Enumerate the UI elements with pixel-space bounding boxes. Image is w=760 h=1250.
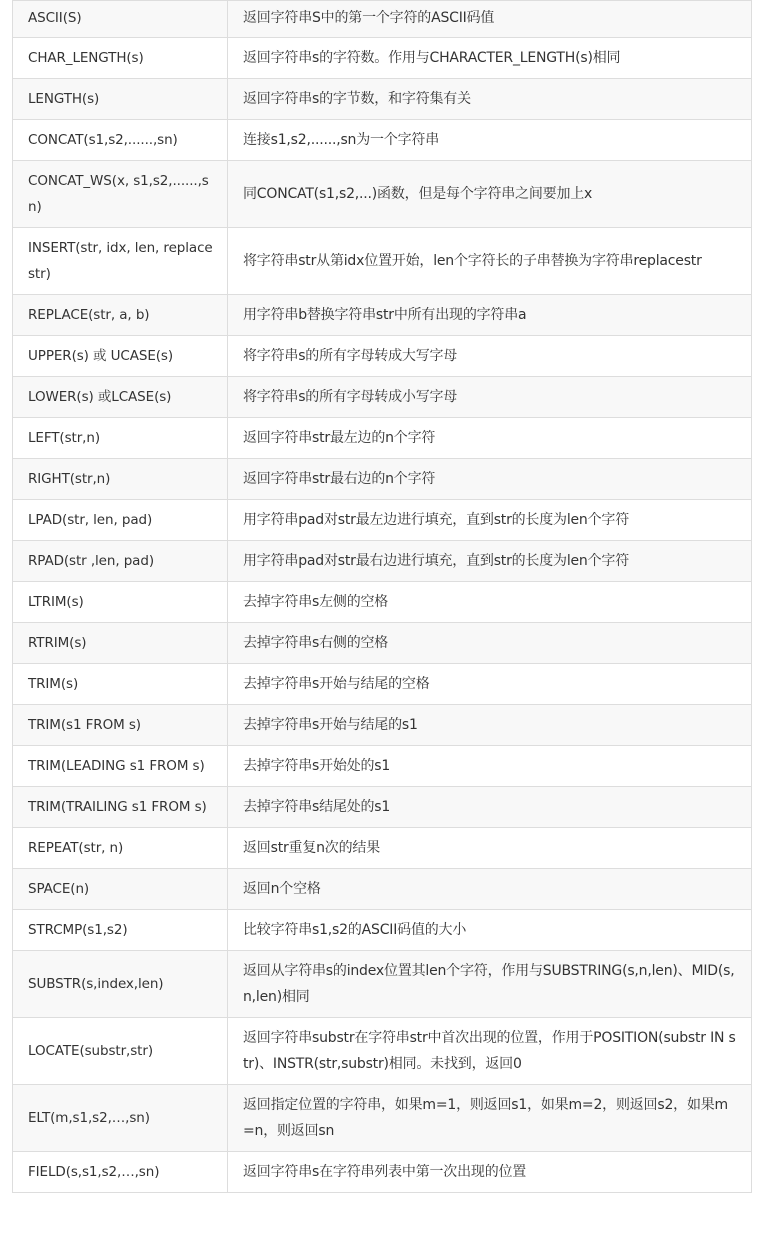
- description-cell: 将字符串s的所有字母转成小写字母: [228, 377, 752, 418]
- description-cell: 去掉字符串s开始处的s1: [228, 746, 752, 787]
- function-cell: UPPER(s) 或 UCASE(s): [13, 336, 228, 377]
- function-cell: REPEAT(str, n): [13, 828, 228, 869]
- table-row: [13, 459, 752, 500]
- description-cell: 返回str重复n次的结果: [228, 828, 752, 869]
- function-cell: LTRIM(s): [13, 582, 228, 623]
- description-cell: 返回从字符串s的index位置其len个字符，作用与SUBSTRING(s,n,len)、MID(s,n,len)相同: [228, 951, 752, 1018]
- description-cell: 返回字符串s的字节数，和字符集有关: [228, 79, 752, 120]
- description-cell: 返回字符串str最右边的n个字符: [228, 459, 752, 500]
- table-row: [13, 38, 752, 79]
- function-cell: STRCMP(s1,s2): [13, 910, 228, 951]
- table-row: [13, 161, 752, 228]
- description-cell: 将字符串s的所有字母转成大写字母: [228, 336, 752, 377]
- table-row: [13, 787, 752, 828]
- function-cell: REPLACE(str, a, b): [13, 295, 228, 336]
- function-cell: TRIM(LEADING s1 FROM s): [13, 746, 228, 787]
- description-cell: 用字符串b替换字符串str中所有出现的字符串a: [228, 295, 752, 336]
- function-cell: LOWER(s) 或LCASE(s): [13, 377, 228, 418]
- function-cell: TRIM(s1 FROM s): [13, 705, 228, 746]
- description-cell: 返回指定位置的字符串，如果m=1，则返回s1，如果m=2，则返回s2，如果m=n，则返回sn: [228, 1085, 752, 1152]
- table-row: [13, 1152, 752, 1193]
- table-row: [13, 79, 752, 120]
- function-cell: CONCAT_WS(x, s1,s2,......,sn): [13, 161, 228, 228]
- description-cell: 用字符串pad对str最右边进行填充，直到str的长度为len个字符: [228, 541, 752, 582]
- table-row: [13, 869, 752, 910]
- function-cell: LEFT(str,n): [13, 418, 228, 459]
- function-cell: TRIM(TRAILING s1 FROM s): [13, 787, 228, 828]
- description-cell: 返回字符串substr在字符串str中首次出现的位置，作用于POSITION(substr IN str)、INSTR(str,substr)相同。未找到，返回0: [228, 1018, 752, 1085]
- table-row: [13, 705, 752, 746]
- table-row: [13, 1085, 752, 1152]
- description-cell: 去掉字符串s结尾处的s1: [228, 787, 752, 828]
- table-row: [13, 377, 752, 418]
- description-cell: 返回字符串s在字符串列表中第一次出现的位置: [228, 1152, 752, 1193]
- table-row: [13, 828, 752, 869]
- table-body: [13, 1, 752, 1193]
- function-cell: CHAR_LENGTH(s): [13, 38, 228, 79]
- table-row: [13, 418, 752, 459]
- function-cell: INSERT(str, idx, len, replacestr): [13, 228, 228, 295]
- function-cell: LOCATE(substr,str): [13, 1018, 228, 1085]
- function-cell: LPAD(str, len, pad): [13, 500, 228, 541]
- table-row: [13, 664, 752, 705]
- function-cell: SUBSTR(s,index,len): [13, 951, 228, 1018]
- function-cell: RPAD(str ,len, pad): [13, 541, 228, 582]
- table-row: [13, 746, 752, 787]
- function-cell: RIGHT(str,n): [13, 459, 228, 500]
- function-cell: SPACE(n): [13, 869, 228, 910]
- function-cell: LENGTH(s): [13, 79, 228, 120]
- function-cell: CONCAT(s1,s2,......,sn): [13, 120, 228, 161]
- function-cell: RTRIM(s): [13, 623, 228, 664]
- table-row: [13, 1, 752, 38]
- description-cell: 连接s1,s2,......,sn为一个字符串: [228, 120, 752, 161]
- table-row: [13, 228, 752, 295]
- function-cell: ELT(m,s1,s2,…,sn): [13, 1085, 228, 1152]
- table-row: [13, 910, 752, 951]
- description-cell: 返回字符串str最左边的n个字符: [228, 418, 752, 459]
- description-cell: 去掉字符串s开始与结尾的空格: [228, 664, 752, 705]
- table-row: [13, 120, 752, 161]
- table-row: [13, 295, 752, 336]
- table-row: [13, 623, 752, 664]
- description-cell: 返回n个空格: [228, 869, 752, 910]
- table-row: [13, 500, 752, 541]
- description-cell: 比较字符串s1,s2的ASCII码值的大小: [228, 910, 752, 951]
- table-row: [13, 336, 752, 377]
- function-cell: ASCII(S): [13, 1, 228, 38]
- table-row: [13, 951, 752, 1018]
- description-cell: 返回字符串s的字符数。作用与CHARACTER_LENGTH(s)相同: [228, 38, 752, 79]
- description-cell: 返回字符串S中的第一个字符的ASCII码值: [228, 1, 752, 38]
- description-cell: 去掉字符串s左侧的空格: [228, 582, 752, 623]
- description-cell: 去掉字符串s开始与结尾的s1: [228, 705, 752, 746]
- description-cell: 同CONCAT(s1,s2,...)函数，但是每个字符串之间要加上x: [228, 161, 752, 228]
- function-cell: TRIM(s): [13, 664, 228, 705]
- string-functions-table-container: [12, 0, 752, 1193]
- table-row: [13, 582, 752, 623]
- table-row: [13, 1018, 752, 1085]
- description-cell: 用字符串pad对str最左边进行填充，直到str的长度为len个字符: [228, 500, 752, 541]
- description-cell: 去掉字符串s右侧的空格: [228, 623, 752, 664]
- description-cell: 将字符串str从第idx位置开始，len个字符长的子串替换为字符串replacestr: [228, 228, 752, 295]
- string-functions-table: [12, 0, 752, 1193]
- function-cell: FIELD(s,s1,s2,…,sn): [13, 1152, 228, 1193]
- table-row: [13, 541, 752, 582]
